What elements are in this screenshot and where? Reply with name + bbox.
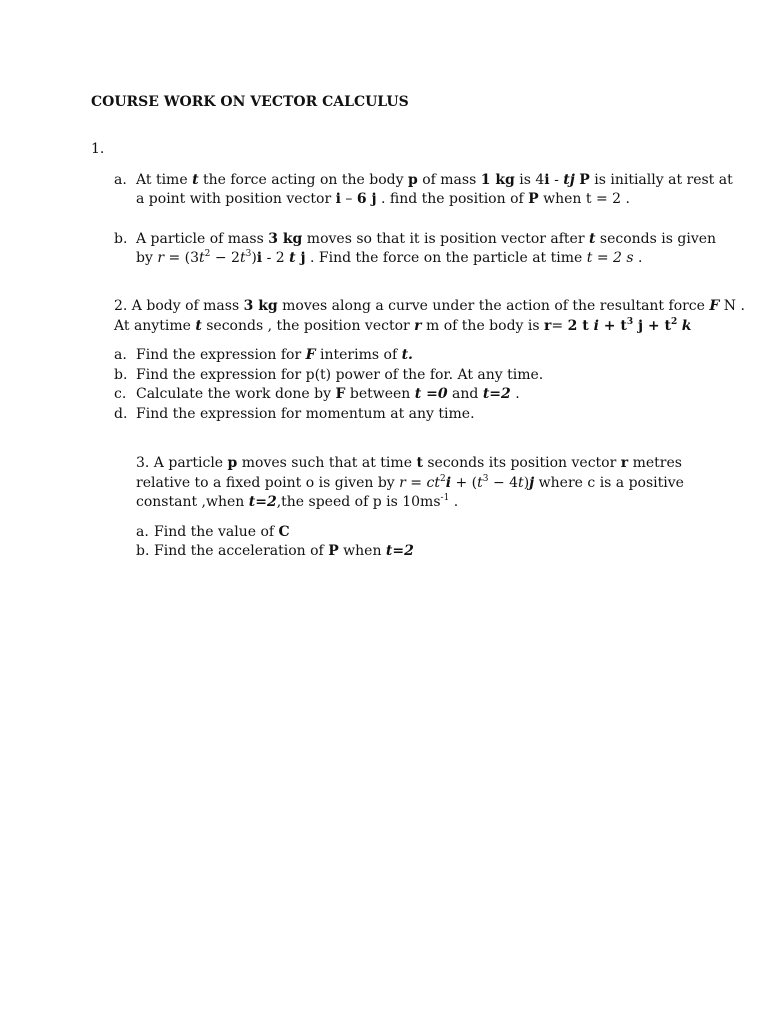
page-title: COURSE WORK ON VECTOR CALCULUS: [91, 94, 409, 110]
q1a-line-2: a point with position vector i – 6 j . find the position of P when t = 2 .: [136, 191, 630, 207]
q1b-line-2: by $r = (3t^2 - 2t^3)i - 2$ t j . Find the force on the particle at time t = 2 s .: [136, 249, 643, 266]
q3b-text: Find the acceleration of P when t=2: [154, 543, 414, 559]
q2d-text: Find the expression for momentum at any time.: [136, 406, 475, 422]
q3-line-3: constant ,when t=2,the speed of p is $10ms^{-1}$ .: [136, 493, 459, 510]
q3-line-2: relative to a fixed point o is given by $r = ct^2i + (t^3 - 4t)j$ where c is a positive: [136, 474, 684, 491]
q1b-line-1: A particle of mass 3 kg moves so that it is position vector after t seconds is given: [136, 231, 717, 247]
q3-line-1: 3. A particle p moves such that at time t seconds its position vector r metres: [136, 455, 682, 471]
q1a-label: a.: [114, 172, 127, 188]
q3b-label: b.: [136, 543, 150, 559]
q2d-label: d.: [114, 406, 128, 422]
q2b-text: Find the expression for p(t) power of the for. At any time.: [136, 367, 544, 383]
q1b-label: b.: [114, 231, 128, 247]
question-1-number: 1.: [91, 141, 105, 157]
q2c-text: Calculate the work done by F between t =0 and t=2 .: [136, 386, 520, 402]
q2b-label: b.: [114, 367, 128, 383]
q1a-line-1: At time t the force acting on the body p of mass 1 kg is 4i - tj P is initially at rest at: [136, 172, 733, 188]
q2-line-1: 2. A body of mass 3 kg moves along a curve under the action of the resultant force F N .: [114, 298, 745, 314]
q3a-label: a.: [136, 524, 149, 540]
q2-line-2: At anytime t seconds , the position vector r m of the body is r= 2 t $i + t^3$ $j + t^2$ k: [114, 317, 692, 334]
q3a-text: Find the value of C: [154, 524, 290, 540]
q2a-label: a.: [114, 347, 127, 363]
q2c-label: c.: [114, 386, 127, 402]
q2a-text: Find the expression for F interims of t.: [136, 347, 413, 363]
